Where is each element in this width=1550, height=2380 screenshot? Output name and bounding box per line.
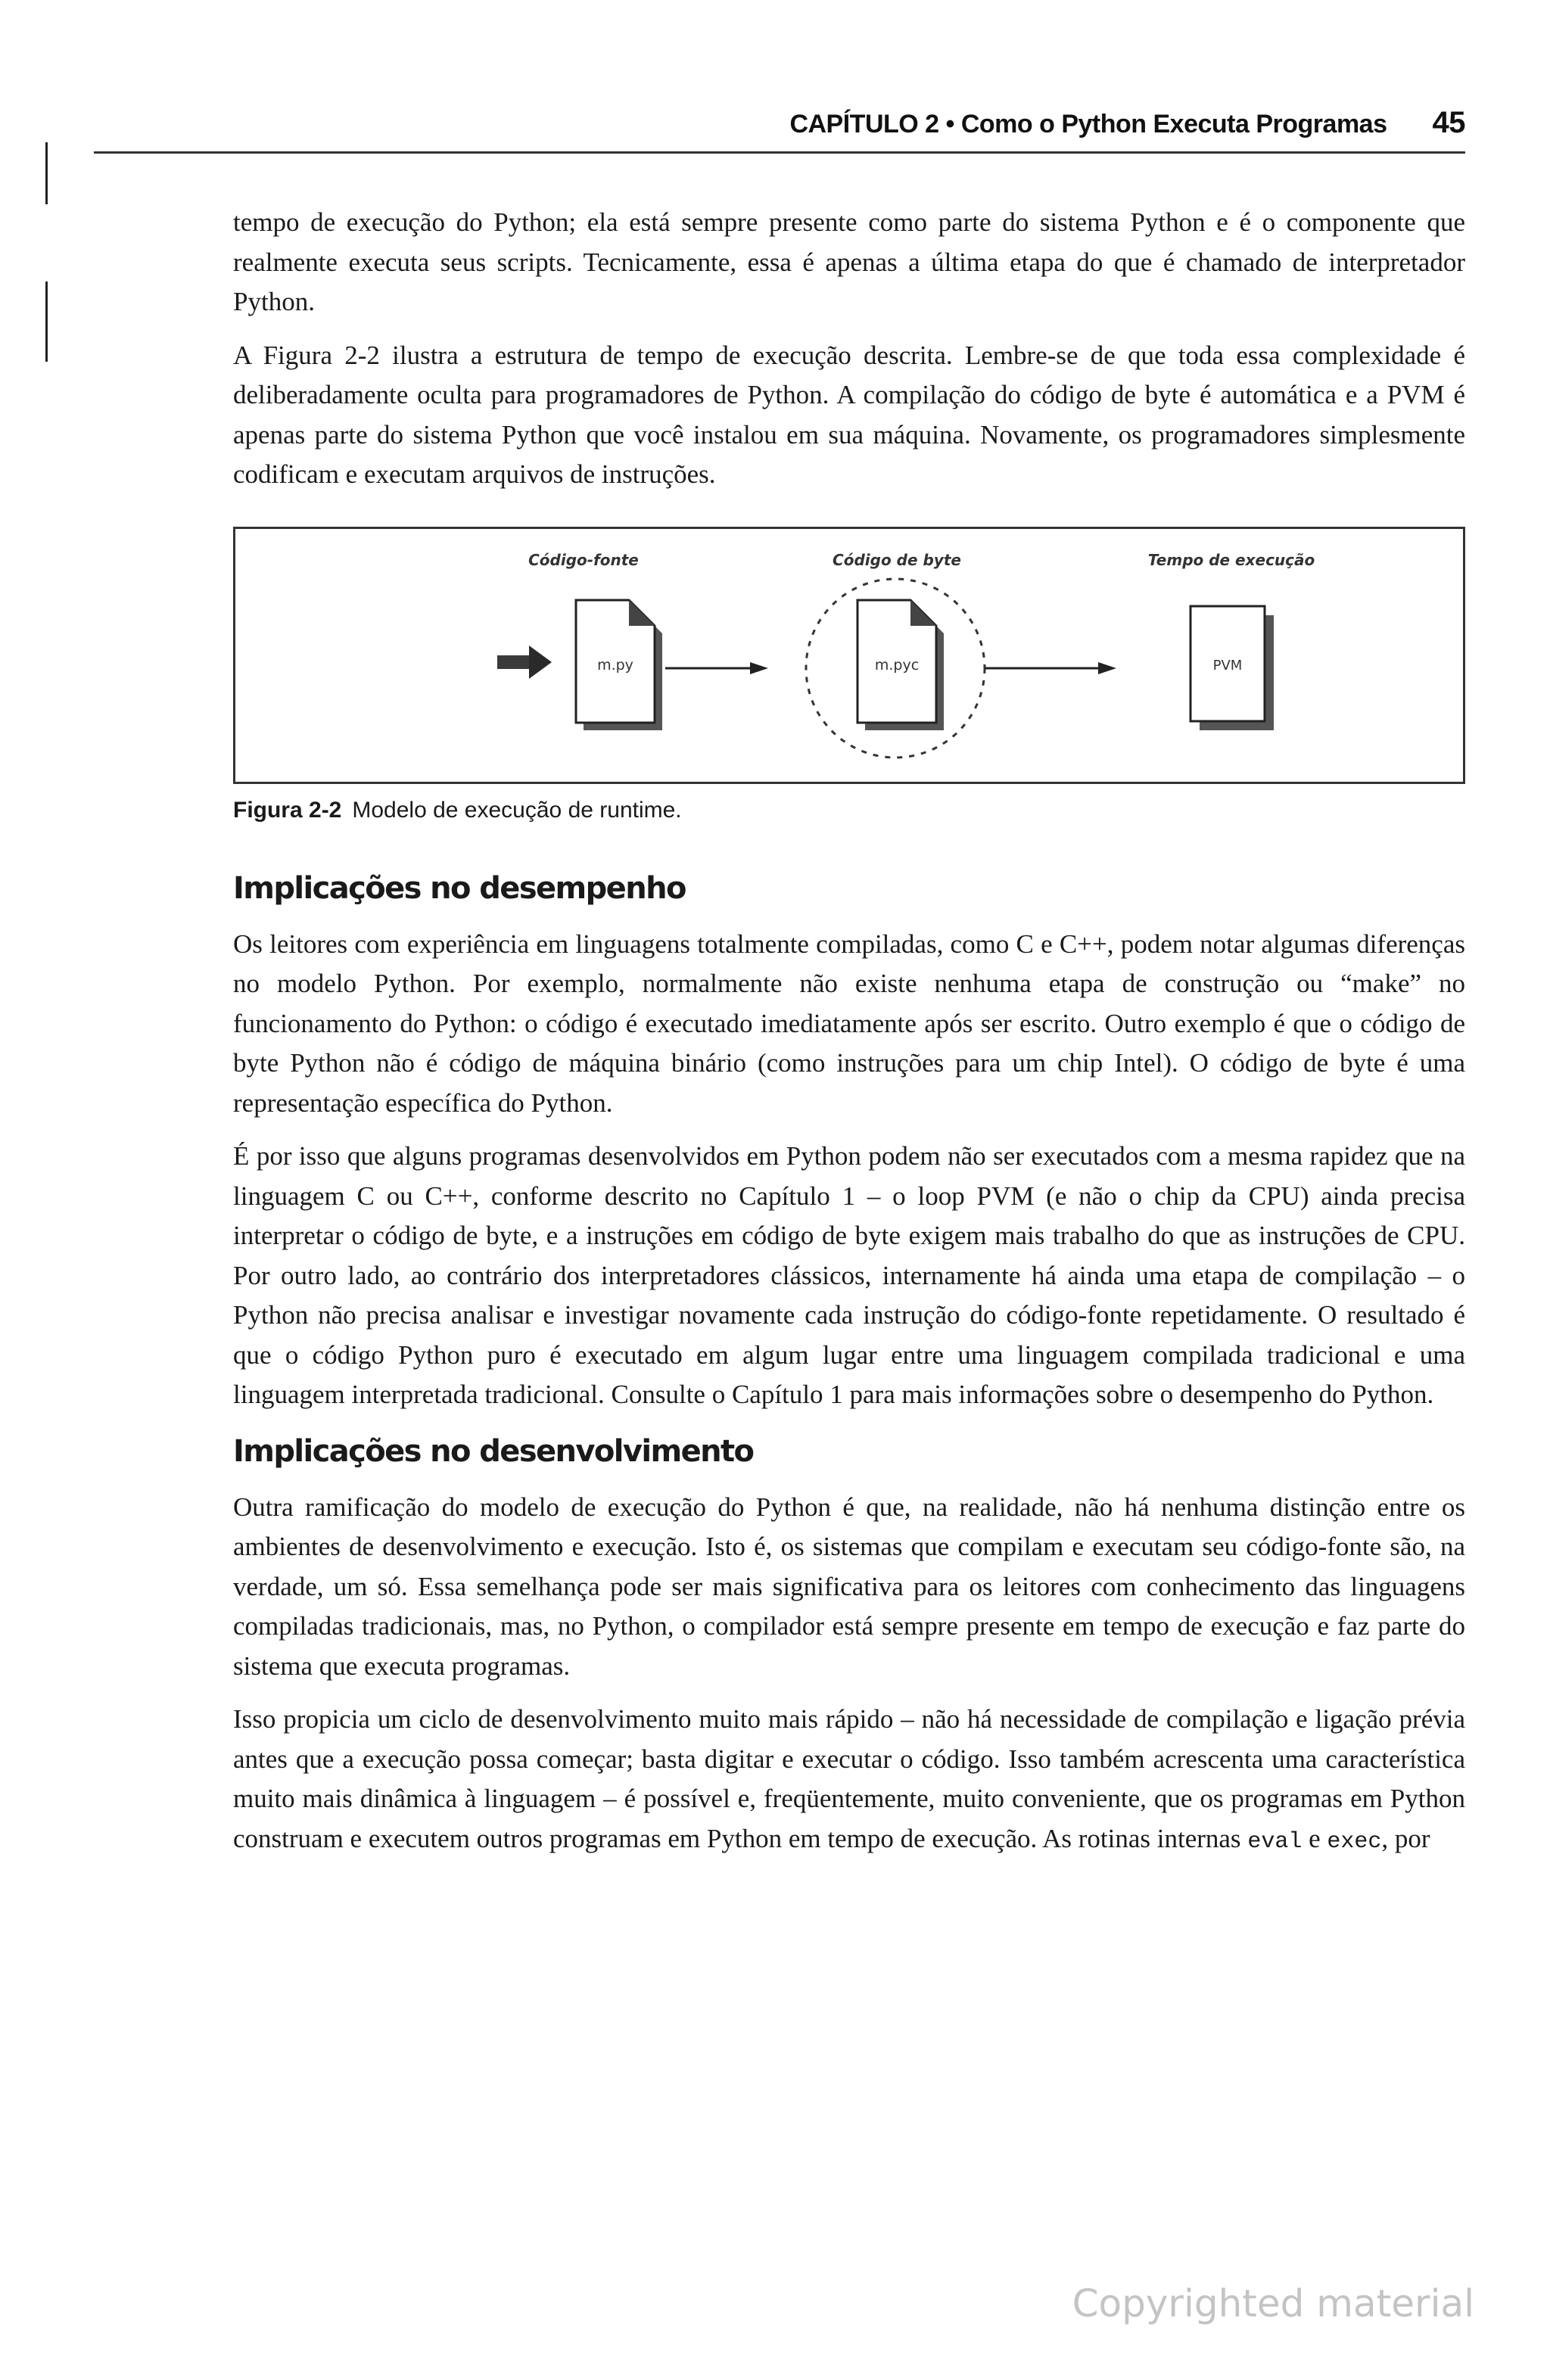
paragraph-text: Isso propicia um ciclo de desenvolvimento muito mais rápido – não há necessidade de compilação e ligação prévia antes que a execução possa começar; basta digitar e executar o código. Isso também acrescenta uma característica muito mais dinâmica à linguagem – é possível e, freqüentemente, muito conveniente, que os programas em Python construam e executem outros programas em Python em tempo de execução. As rotinas internas [233,1704,1465,1853]
label-bytecode: Código de byte [833,550,961,569]
paragraph: A Figura 2-2 ilustra a estrutura de tempo de execução descrita. Lembre-se de que toda essa complexidade é deliberadamente oculta para programadores de Python. A compilação do código de byte é automática e a PVM é apenas parte do sistema Python que você instalou em sua máquina. Novamente, os programadores simplesmente codificam e executam arquivos de instruções. [233,340,1465,489]
file-source-label: m.py [597,656,633,674]
input-arrow-icon [497,646,552,679]
running-title: CAPÍTULO 2 • Como o Python Executa Programas [789,110,1387,138]
header-rule [94,151,1465,154]
arrow-right-icon [665,662,768,674]
paragraph-with-code [233,1700,1465,1862]
paragraph: tempo de execução do Python; ela está sempre presente como parte do sistema Python e é o componente que realmente executa seus scripts. Tecnicamente, essa é apenas a última etapa do que é chamado de interpretador Python. [233,207,1465,316]
figure-2-2 [233,527,1465,784]
pvm-label: PVM [1212,657,1243,674]
figure-caption-label: Figura 2-2 [233,797,342,823]
section-heading-development: Implicações no desenvolvimento [233,1433,754,1469]
arrow-right-icon [985,662,1116,674]
inline-code-exec: exec [1327,1828,1382,1855]
paragraph-tail: , por [1381,1823,1430,1853]
paragraph: Os leitores com experiência em linguagens totalmente compiladas, como C e C++, podem notar algumas diferenças no modelo Python. Por exemplo, normalmente não existe nenhuma etapa de construção ou “make” no funcionamento do Python: o código é executado imediatamente após ser escrito. Outro exemplo é que o código de byte Python não é código de máquina binário (como instruções para um chip Intel). O código de byte é uma representação específica do Python. [233,929,1465,1118]
execution-model-diagram [235,529,1463,782]
paragraph: Outra ramificação do modelo de execução do Python é que, na realidade, não há nenhuma distinção entre os ambientes de desenvolvimento e execução. Isto é, os sistemas que compilam e executam seu código-fonte são, na verdade, um só. Essa semelhança pode ser mais significativa para os leitores com conhecimento das linguagens compiladas tradicionais, mas, no Python, o compilador está sempre presente em tempo de execução e faz parte do sistema que executa programas. [233,1492,1465,1681]
copyright-watermark: Copyrighted material [1072,2282,1474,2326]
conjunction: e [1309,1823,1321,1853]
page-number: 45 [1432,106,1465,139]
label-runtime: Tempo de execução [1147,550,1315,569]
file-bytecode-label: m.pyc [874,656,920,674]
inline-code-eval: eval [1247,1828,1303,1855]
running-header [0,106,1465,140]
margin-mark [45,142,48,204]
figure-caption-text: Modelo de execução de runtime. [352,797,682,823]
label-source: Código-fonte [528,550,639,569]
figure-caption [233,798,1465,823]
page-content [233,203,1465,1875]
paragraph: É por isso que alguns programas desenvolvidos em Python podem não ser executados com a mesma rapidez que na linguagem C ou C++, conforme descrito no Capítulo 1 – o loop PVM (e não o chip da CPU) ainda precisa interpretar o código de byte, e a instruções em código de byte exigem mais trabalho do que as instruções de CPU. Por outro lado, ao contrário dos interpretadores clássicos, internamente há ainda uma etapa de compilação – o Python não precisa analisar e investigar novamente cada instrução do código-fonte repetidamente. O resultado é que o código Python puro é executado em algum lugar entre uma linguagem compilada tradicional e uma linguagem interpretada tradicional. Consulte o Capítulo 1 para mais informações sobre o desempenho do Python. [233,1141,1465,1409]
margin-mark [45,282,48,362]
section-heading-performance: Implicações no desempenho [233,870,686,906]
